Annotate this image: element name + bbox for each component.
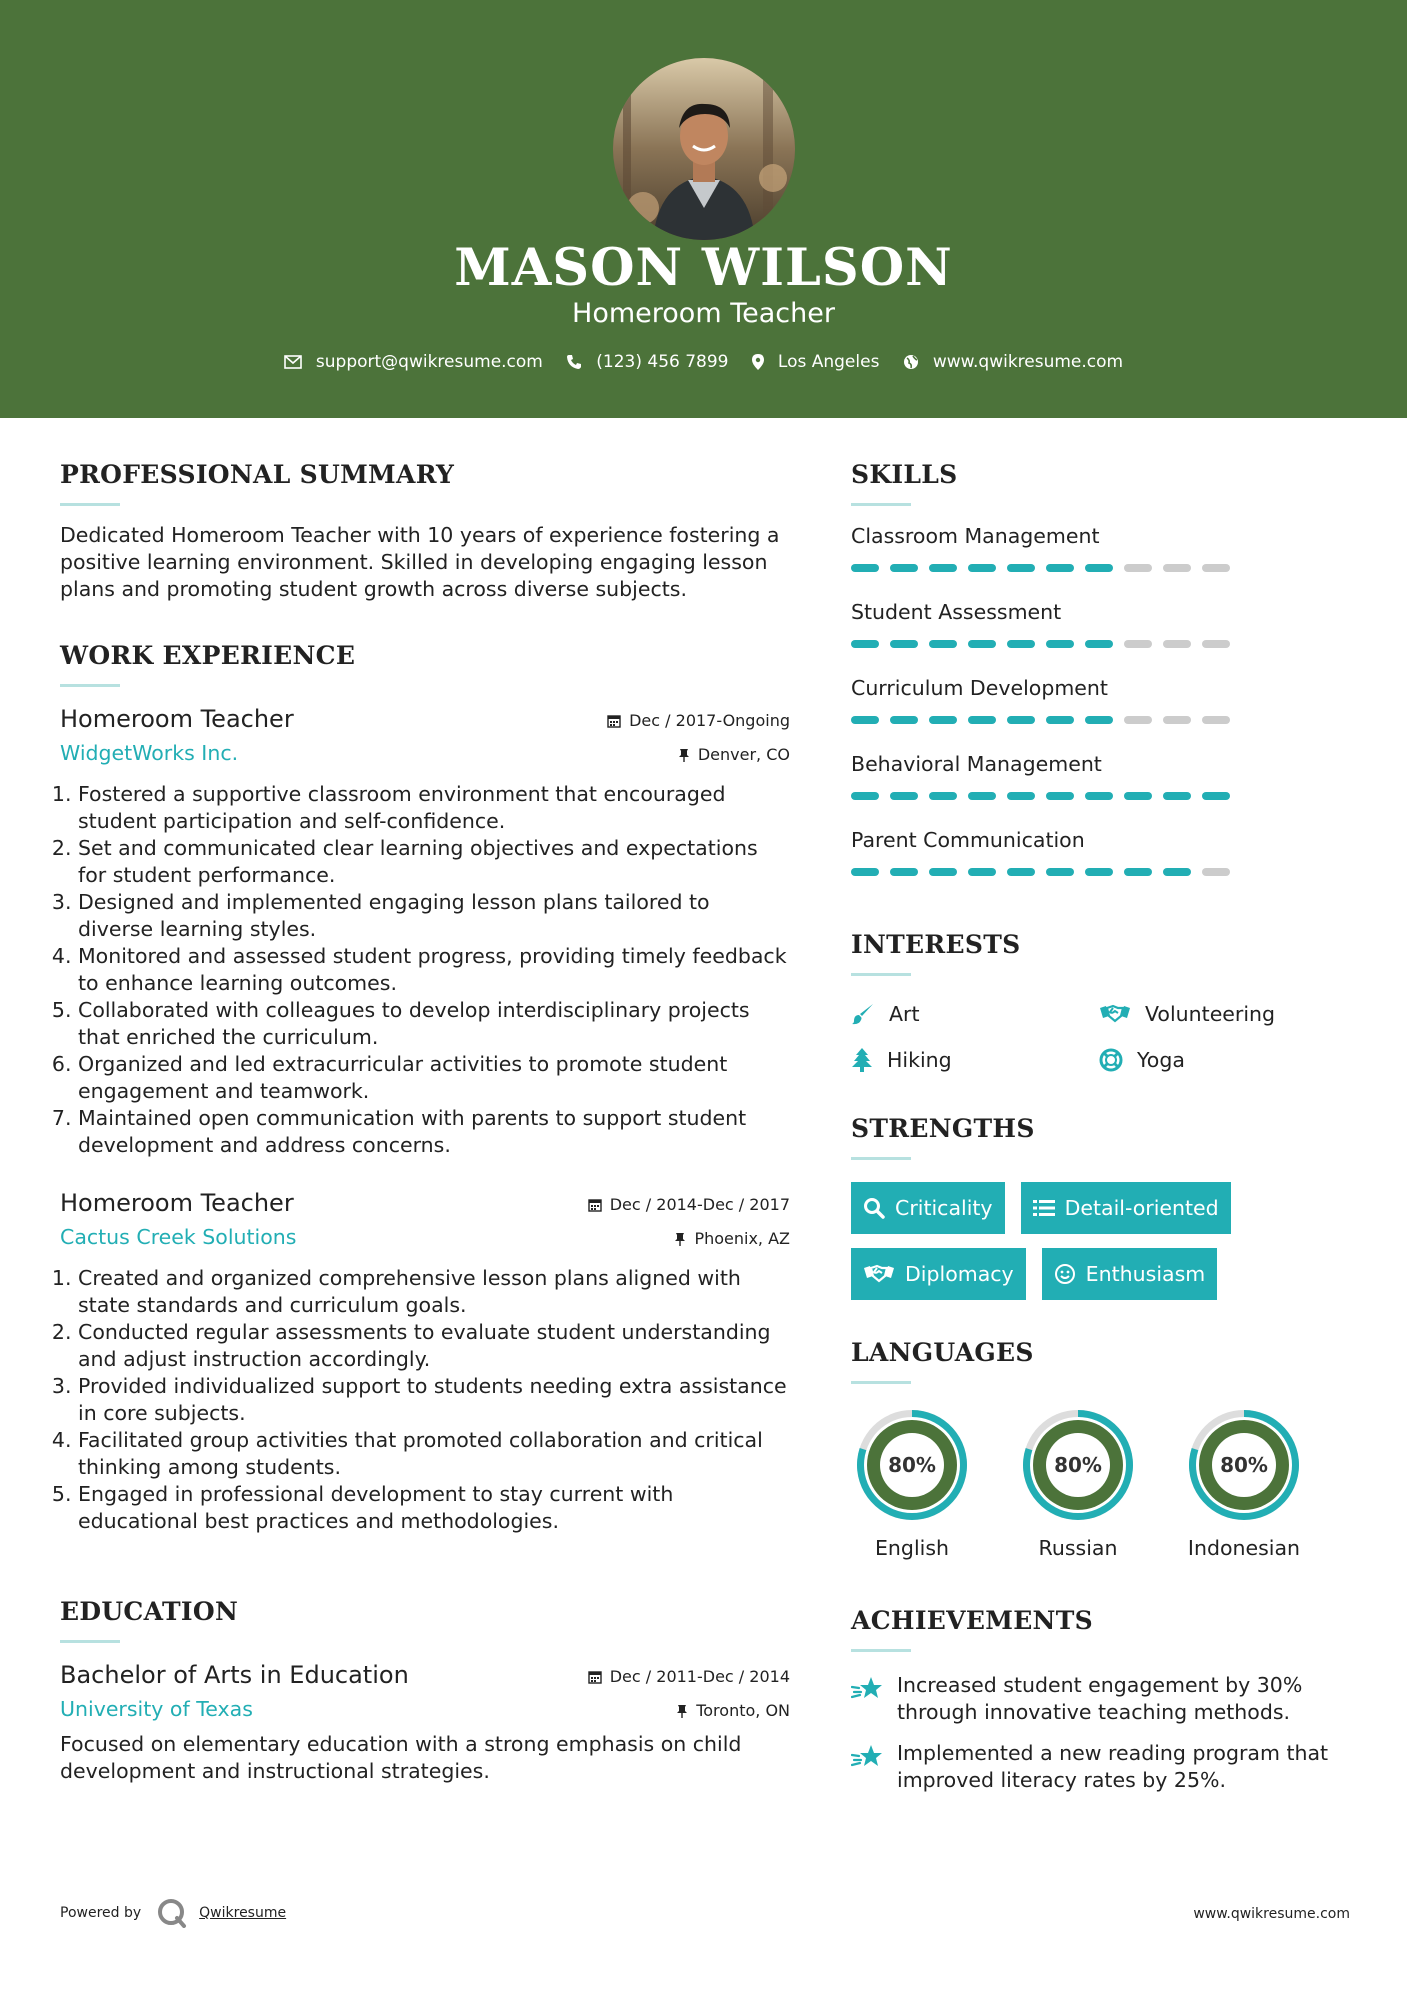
interest-item [1099, 998, 1329, 1030]
duty-item: 2. Conducted regular assessments to evaluate student understanding and adjust instruction accordingly. [78, 1319, 790, 1373]
rating-dot-filled [929, 564, 957, 572]
shooting-star-icon [851, 1743, 883, 1771]
pushpin-icon [674, 1232, 686, 1246]
experience-section [60, 641, 790, 1535]
interest-label: Art [889, 1002, 920, 1026]
rating-dot-empty [1124, 564, 1152, 572]
job-date [588, 1195, 790, 1214]
degree-name: Bachelor of Arts in Education [60, 1661, 409, 1689]
skill-name: Parent Communication [851, 828, 1085, 852]
rating-dot-filled [851, 716, 879, 724]
strength-label: Enthusiasm [1085, 1262, 1206, 1286]
rating-dot-filled [1085, 640, 1113, 648]
skill-rating [851, 792, 1351, 828]
company-name: Cactus Creek Solutions [60, 1225, 297, 1249]
rating-dot-filled [890, 868, 918, 876]
pushpin-icon [676, 1704, 688, 1718]
job-location [678, 745, 790, 764]
summary-heading: PROFESSIONAL SUMMARY [60, 460, 455, 489]
duty-item: 1. Created and organized comprehensive lesson plans aligned with state standards and curriculum goals. [78, 1265, 790, 1319]
duty-item: 3. Provided individualized support to students needing extra assistance in core subjects. [78, 1373, 790, 1427]
education-description: Focused on elementary education with a strong emphasis on child development and instructional strategies. [60, 1732, 742, 1783]
rating-dot-empty [1124, 640, 1152, 648]
duty-item: 4. Monitored and assessed student progress, providing timely feedback to enhance learning outcomes. [78, 943, 790, 997]
job-role: Homeroom Teacher [60, 1189, 294, 1217]
education-section [60, 1597, 790, 1785]
rating-dot-filled [1007, 640, 1035, 648]
rating-dot-filled [1046, 640, 1074, 648]
contact-bar [0, 352, 1407, 372]
company-name: WidgetWorks Inc. [60, 741, 239, 765]
rating-dot-filled [968, 868, 996, 876]
lifebuoy-icon [1099, 1048, 1123, 1072]
interest-item [1099, 1044, 1329, 1076]
rating-dot-filled [929, 868, 957, 876]
contact-location [752, 352, 880, 372]
rating-dot-filled [851, 564, 879, 572]
duty-item: 3. Designed and implemented engaging lesson plans tailored to diverse learning styles. [78, 889, 790, 943]
interest-label: Yoga [1137, 1048, 1185, 1072]
section-divider [60, 684, 120, 687]
education-date [588, 1667, 790, 1686]
language-ring [851, 1404, 973, 1526]
job-entry [60, 1189, 790, 1535]
qwikresume-link[interactable]: Qwikresume [199, 1905, 287, 1921]
section-divider [851, 1381, 911, 1384]
skill-item [851, 524, 1351, 600]
job-date-text: Dec / 2014-Dec / 2017 [609, 1195, 790, 1214]
calendar-icon [607, 714, 621, 728]
resume-header [0, 0, 1407, 418]
rating-dot-filled [968, 564, 996, 572]
contact-email-text: support@qwikresume.com [315, 352, 543, 372]
skill-item [851, 600, 1351, 676]
shooting-star-icon [851, 1675, 883, 1703]
language-ring [1183, 1404, 1305, 1526]
candidate-name: MASON WILSON [454, 238, 953, 298]
rating-dot-filled [929, 640, 957, 648]
powered-by-label: Powered by [60, 1905, 142, 1921]
rating-dot-empty [1202, 564, 1230, 572]
rating-dot-filled [1007, 792, 1035, 800]
rating-dot-filled [968, 716, 996, 724]
smile-icon [1054, 1263, 1076, 1285]
right-column [851, 460, 1351, 1808]
map-pin-icon [752, 354, 764, 370]
achievement-item [851, 1740, 1351, 1794]
rating-dot-filled [1085, 564, 1113, 572]
rating-dot-filled [1124, 868, 1152, 876]
pushpin-icon [678, 748, 690, 762]
footer-website[interactable]: www.qwikresume.com [1193, 1906, 1350, 1922]
rating-dot-filled [890, 792, 918, 800]
strength-badge [1042, 1248, 1218, 1300]
achievement-text: Implemented a new reading program that improved literacy rates by 25%. [897, 1741, 1329, 1792]
duty-item: 5. Collaborated with colleagues to develop interdisciplinary projects that enriched the curriculum. [78, 997, 790, 1051]
achievements-section [851, 1606, 1351, 1794]
footer-branding [60, 1898, 286, 1928]
job-location-text: Denver, CO [697, 745, 790, 764]
skill-rating [851, 716, 1351, 752]
rating-dot-empty [1202, 868, 1230, 876]
section-divider [851, 973, 911, 976]
language-name: English [874, 1536, 950, 1560]
summary-text: Dedicated Homeroom Teacher with 10 years of experience fostering a positive learning environment. Skilled in developing engaging lesson plans and promoting student growth across diverse subjects. [60, 523, 780, 601]
interests-heading: INTERESTS [851, 930, 1021, 959]
interest-label: Hiking [887, 1048, 952, 1072]
strength-badge [851, 1182, 1005, 1234]
rating-dot-filled [1124, 792, 1152, 800]
section-divider [851, 1649, 911, 1652]
achievements-list [851, 1672, 1351, 1794]
skill-item [851, 676, 1351, 752]
rating-dot-filled [851, 792, 879, 800]
job-entry [60, 705, 790, 1159]
rating-dot-filled [1085, 868, 1113, 876]
job-date-text: Dec / 2017-Ongoing [629, 711, 790, 730]
skill-rating [851, 640, 1351, 676]
qwikresume-logo-icon [157, 1898, 187, 1928]
interests-list [851, 998, 1351, 1076]
contact-email[interactable] [284, 352, 543, 372]
skills-heading: SKILLS [851, 460, 958, 489]
rating-dot-filled [1085, 792, 1113, 800]
rating-dot-empty [1163, 640, 1191, 648]
rating-dot-filled [1007, 716, 1035, 724]
job-location [674, 1229, 790, 1248]
contact-phone-text: (123) 456 7899 [596, 352, 729, 372]
skill-rating [851, 564, 1351, 600]
skill-rating [851, 868, 1351, 904]
duty-item: 6. Organized and led extracurricular activities to promote student engagement and teamwork. [78, 1051, 790, 1105]
rating-dot-filled [968, 640, 996, 648]
interest-item [851, 998, 1099, 1030]
contact-phone[interactable] [566, 352, 728, 372]
skills-section [851, 460, 1351, 904]
language-ring [1017, 1404, 1139, 1526]
list-icon [1033, 1198, 1055, 1218]
rating-dot-filled [1046, 868, 1074, 876]
strength-badge [1021, 1182, 1231, 1234]
search-icon [863, 1197, 885, 1219]
contact-location-text: Los Angeles [777, 352, 880, 372]
language-percent: 80% [888, 1453, 936, 1477]
left-column [60, 460, 790, 1785]
languages-section [851, 1338, 1351, 1560]
strength-label: Criticality [895, 1196, 993, 1220]
section-divider [851, 1157, 911, 1160]
rating-dot-filled [1202, 792, 1230, 800]
section-divider [60, 503, 120, 506]
education-date-text: Dec / 2011-Dec / 2014 [609, 1667, 790, 1686]
rating-dot-filled [1046, 564, 1074, 572]
language-name: Russian [1038, 1536, 1118, 1560]
achievements-heading: ACHIEVEMENTS [851, 1606, 1093, 1635]
rating-dot-empty [1202, 716, 1230, 724]
calendar-icon [588, 1670, 602, 1684]
paintbrush-icon [851, 1002, 875, 1026]
skills-list [851, 524, 1351, 904]
language-name: Indonesian [1187, 1536, 1301, 1560]
strength-label: Diplomacy [905, 1262, 1014, 1286]
envelope-icon [284, 355, 302, 369]
rating-dot-filled [1046, 792, 1074, 800]
language-percent: 80% [1054, 1453, 1102, 1477]
strength-badge [851, 1248, 1026, 1300]
rating-dot-filled [1046, 716, 1074, 724]
handshake-icon [1099, 1003, 1131, 1025]
contact-website[interactable] [903, 352, 1123, 372]
rating-dot-filled [968, 792, 996, 800]
skill-name: Curriculum Development [851, 676, 1108, 700]
rating-dot-filled [929, 716, 957, 724]
duty-item: 7. Maintained open communication with parents to support student development and address concerns. [78, 1105, 790, 1159]
duty-item: 4. Facilitated group activities that promoted collaboration and critical thinking among students. [78, 1427, 790, 1481]
language-item [1183, 1404, 1305, 1560]
interests-section [851, 930, 1351, 1076]
experience-heading: WORK EXPERIENCE [60, 641, 356, 670]
language-item [1017, 1404, 1139, 1560]
skill-name: Behavioral Management [851, 752, 1102, 776]
duty-item: 1. Fostered a supportive classroom environment that encouraged student participation and self-confidence. [78, 781, 790, 835]
rating-dot-filled [1163, 868, 1191, 876]
globe-icon [903, 354, 919, 370]
rating-dot-filled [890, 640, 918, 648]
rating-dot-empty [1124, 716, 1152, 724]
interest-label: Volunteering [1145, 1002, 1276, 1026]
education-entry [60, 1661, 790, 1785]
phone-icon [566, 354, 582, 370]
rating-dot-filled [890, 716, 918, 724]
school-name: University of Texas [60, 1697, 253, 1721]
duty-item: 2. Set and communicated clear learning objectives and expectations for student performance. [78, 835, 790, 889]
rating-dot-filled [890, 564, 918, 572]
rating-dot-empty [1202, 640, 1230, 648]
strengths-heading: STRENGTHS [851, 1114, 1035, 1143]
duty-item: 5. Engaged in professional development to stay current with educational best practices and methodologies. [78, 1481, 790, 1535]
rating-dot-empty [1163, 564, 1191, 572]
skill-name: Classroom Management [851, 524, 1100, 548]
profile-photo [613, 58, 795, 240]
skill-name: Student Assessment [851, 600, 1062, 624]
rating-dot-filled [1007, 564, 1035, 572]
section-divider [60, 1640, 120, 1643]
languages-heading: LANGUAGES [851, 1338, 1034, 1367]
candidate-title: Homeroom Teacher [572, 298, 835, 329]
calendar-icon [588, 1198, 602, 1212]
rating-dot-filled [1007, 868, 1035, 876]
skill-item [851, 828, 1351, 904]
job-location-text: Phoenix, AZ [694, 1229, 790, 1248]
achievement-text: Increased student engagement by 30% through innovative teaching methods. [897, 1673, 1303, 1724]
tree-icon [851, 1048, 873, 1072]
rating-dot-filled [929, 792, 957, 800]
strength-label: Detail-oriented [1064, 1196, 1219, 1220]
rating-dot-filled [851, 868, 879, 876]
skill-item [851, 752, 1351, 828]
section-divider [851, 503, 911, 506]
summary-section [60, 460, 790, 603]
language-percent: 80% [1220, 1453, 1268, 1477]
rating-dot-filled [1163, 792, 1191, 800]
education-heading: EDUCATION [60, 1597, 239, 1626]
duty-list [60, 1265, 790, 1535]
handshake-icon [863, 1263, 895, 1285]
education-location [676, 1701, 790, 1720]
contact-website-text: www.qwikresume.com [932, 352, 1124, 372]
duty-list [60, 781, 790, 1159]
strengths-list [851, 1182, 1281, 1300]
achievement-item [851, 1672, 1351, 1726]
rating-dot-filled [1085, 716, 1113, 724]
rating-dot-empty [1163, 716, 1191, 724]
education-location-text: Toronto, ON [696, 1701, 790, 1720]
rating-dot-filled [851, 640, 879, 648]
language-item [851, 1404, 973, 1560]
strengths-section [851, 1114, 1351, 1300]
languages-list [851, 1404, 1351, 1560]
job-date [607, 711, 790, 730]
interest-item [851, 1044, 1099, 1076]
job-role: Homeroom Teacher [60, 705, 294, 733]
